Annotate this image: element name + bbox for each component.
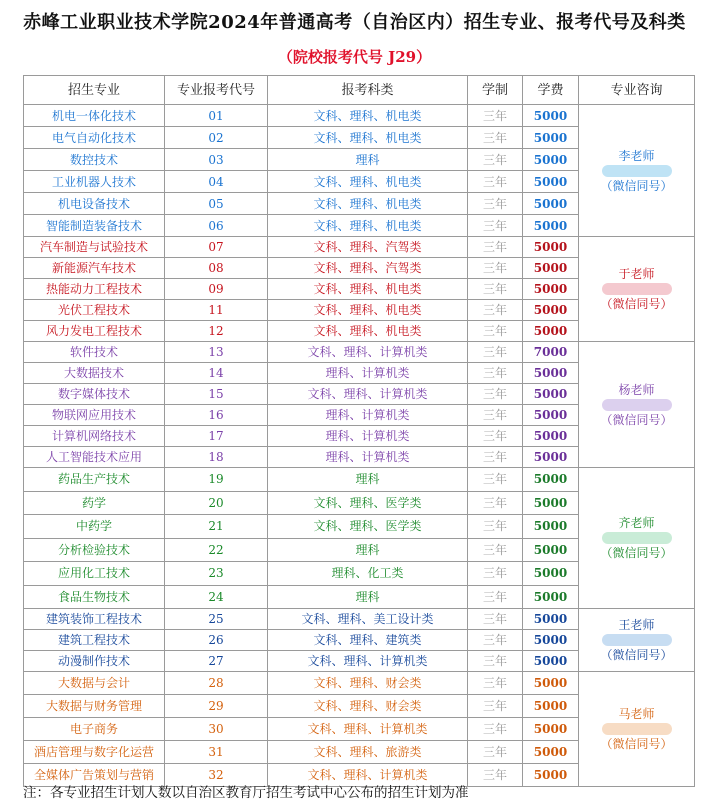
header-fee: 学费	[523, 76, 579, 105]
subjects-cell: 文科、理科、建筑类	[268, 630, 468, 651]
duration-cell: 三年	[468, 695, 523, 718]
fee-cell: 5000	[523, 764, 579, 787]
duration-cell: 三年	[468, 562, 523, 586]
code-cell: 30	[165, 718, 268, 741]
subjects-cell: 理科、计算机类	[268, 426, 468, 447]
wechat-note: （微信同号）	[600, 648, 673, 662]
fee-cell: 5000	[523, 321, 579, 342]
code-cell: 02	[165, 127, 268, 149]
major-cell: 人工智能技术应用	[24, 447, 165, 468]
table-header-row	[24, 76, 695, 105]
major-cell: 数字媒体技术	[24, 384, 165, 405]
code-cell: 20	[165, 491, 268, 515]
duration-cell: 三年	[468, 342, 523, 363]
subjects-cell: 文科、理科、医学类	[268, 491, 468, 515]
duration-cell: 三年	[468, 426, 523, 447]
fee-cell: 5000	[523, 363, 579, 384]
code-cell: 29	[165, 695, 268, 718]
table-row	[24, 237, 695, 258]
code-cell: 17	[165, 426, 268, 447]
subjects-cell: 理科、化工类	[268, 562, 468, 586]
duration-cell: 三年	[468, 149, 523, 171]
code-cell: 22	[165, 538, 268, 562]
major-cell: 应用化工技术	[24, 562, 165, 586]
subjects-cell: 理科	[268, 538, 468, 562]
code-cell: 07	[165, 237, 268, 258]
major-cell: 风力发电工程技术	[24, 321, 165, 342]
wechat-note: （微信同号）	[600, 546, 673, 560]
fee-cell: 5000	[523, 538, 579, 562]
fee-cell: 5000	[523, 630, 579, 651]
teacher-name: 杨老师	[618, 382, 655, 397]
table-row	[24, 609, 695, 630]
subjects-cell: 文科、理科、机电类	[268, 279, 468, 300]
duration-cell: 三年	[468, 515, 523, 539]
major-cell: 光伏工程技术	[24, 300, 165, 321]
fee-cell: 5000	[523, 695, 579, 718]
major-cell: 药学	[24, 491, 165, 515]
table-row	[24, 468, 695, 492]
duration-cell: 三年	[468, 105, 523, 127]
subjects-cell: 理科、计算机类	[268, 447, 468, 468]
redacted-contact	[602, 283, 672, 295]
subjects-cell: 文科、理科、医学类	[268, 515, 468, 539]
fee-cell: 5000	[523, 468, 579, 492]
major-cell: 电子商务	[24, 718, 165, 741]
table-row	[24, 105, 695, 127]
subjects-cell: 文科、理科、计算机类	[268, 384, 468, 405]
subjects-cell: 文科、理科、机电类	[268, 127, 468, 149]
wechat-note: （微信同号）	[600, 737, 673, 751]
subjects-cell: 文科、理科、美工设计类	[268, 609, 468, 630]
consult-teacher-cell	[579, 609, 695, 672]
code-cell: 23	[165, 562, 268, 586]
code-cell: 11	[165, 300, 268, 321]
duration-cell: 三年	[468, 672, 523, 695]
major-cell: 数控技术	[24, 149, 165, 171]
duration-cell: 三年	[468, 237, 523, 258]
wechat-note: （微信同号）	[600, 178, 673, 193]
redacted-contact	[602, 634, 672, 646]
fee-cell: 5000	[523, 426, 579, 447]
duration-cell: 三年	[468, 321, 523, 342]
subjects-cell: 文科、理科、计算机类	[268, 342, 468, 363]
duration-cell: 三年	[468, 630, 523, 651]
fee-cell: 7000	[523, 342, 579, 363]
duration-cell: 三年	[468, 384, 523, 405]
code-cell: 09	[165, 279, 268, 300]
subjects-cell: 文科、理科、机电类	[268, 321, 468, 342]
fee-cell: 5000	[523, 300, 579, 321]
duration-cell: 三年	[468, 538, 523, 562]
fee-cell: 5000	[523, 405, 579, 426]
fee-cell: 5000	[523, 279, 579, 300]
subjects-cell: 理科	[268, 585, 468, 609]
fee-cell: 5000	[523, 384, 579, 405]
page-title: 赤峰工业职业技术学院2024年普通高考（自治区内）招生专业、报考代号及科类	[23, 12, 686, 33]
code-cell: 18	[165, 447, 268, 468]
major-cell: 计算机网络技术	[24, 426, 165, 447]
subjects-cell: 文科、理科、机电类	[268, 300, 468, 321]
major-cell: 建筑装饰工程技术	[24, 609, 165, 630]
subjects-cell: 理科	[268, 468, 468, 492]
duration-cell: 三年	[468, 405, 523, 426]
code-cell: 19	[165, 468, 268, 492]
major-cell: 机电设备技术	[24, 193, 165, 215]
teacher-name: 马老师	[618, 707, 655, 721]
fee-cell: 5000	[523, 515, 579, 539]
major-cell: 建筑工程技术	[24, 630, 165, 651]
footnote: 注：各专业招生计划人数以自治区教育厅招生考试中心公布的招生计划为准	[23, 785, 469, 801]
wechat-note: （微信同号）	[600, 297, 673, 311]
major-cell: 智能制造装备技术	[24, 215, 165, 237]
major-cell: 工业机器人技术	[24, 171, 165, 193]
subjects-cell: 文科、理科、旅游类	[268, 741, 468, 764]
duration-cell: 三年	[468, 279, 523, 300]
header-major: 招生专业	[24, 76, 165, 105]
fee-cell: 5000	[523, 149, 579, 171]
major-cell: 新能源汽车技术	[24, 258, 165, 279]
code-cell: 04	[165, 171, 268, 193]
code-cell: 13	[165, 342, 268, 363]
fee-cell: 5000	[523, 193, 579, 215]
fee-cell: 5000	[523, 491, 579, 515]
teacher-name: 于老师	[618, 267, 655, 281]
major-cell: 大数据技术	[24, 363, 165, 384]
table-row	[24, 342, 695, 363]
consult-teacher-cell	[579, 237, 695, 342]
header-subjects: 报考科类	[268, 76, 468, 105]
duration-cell: 三年	[468, 215, 523, 237]
consult-teacher-cell	[579, 468, 695, 609]
code-cell: 08	[165, 258, 268, 279]
enrollment-table	[23, 75, 695, 787]
redacted-contact	[602, 399, 672, 411]
code-cell: 03	[165, 149, 268, 171]
subjects-cell: 文科、理科、计算机类	[268, 651, 468, 672]
duration-cell: 三年	[468, 609, 523, 630]
code-cell: 32	[165, 764, 268, 787]
header-years: 学制	[468, 76, 523, 105]
duration-cell: 三年	[468, 258, 523, 279]
code-cell: 01	[165, 105, 268, 127]
major-cell: 机电一体化技术	[24, 105, 165, 127]
fee-cell: 5000	[523, 237, 579, 258]
redacted-contact	[602, 723, 672, 735]
duration-cell: 三年	[468, 585, 523, 609]
major-cell: 食品生物技术	[24, 585, 165, 609]
major-cell: 动漫制作技术	[24, 651, 165, 672]
fee-cell: 5000	[523, 171, 579, 193]
code-cell: 21	[165, 515, 268, 539]
school-code-subtitle: （院校报考代号 J29）	[277, 48, 432, 66]
consult-teacher-cell	[579, 105, 695, 237]
code-cell: 14	[165, 363, 268, 384]
code-cell: 12	[165, 321, 268, 342]
duration-cell: 三年	[468, 447, 523, 468]
code-cell: 27	[165, 651, 268, 672]
subjects-cell: 文科、理科、汽驾类	[268, 237, 468, 258]
duration-cell: 三年	[468, 171, 523, 193]
subjects-cell: 文科、理科、财会类	[268, 695, 468, 718]
fee-cell: 5000	[523, 651, 579, 672]
table-body	[24, 105, 695, 787]
major-cell: 中药学	[24, 515, 165, 539]
teacher-name: 齐老师	[618, 516, 655, 530]
fee-cell: 5000	[523, 447, 579, 468]
subjects-cell: 文科、理科、机电类	[268, 105, 468, 127]
major-cell: 热能动力工程技术	[24, 279, 165, 300]
duration-cell: 三年	[468, 718, 523, 741]
header-consult: 专业咨询	[579, 76, 695, 105]
fee-cell: 5000	[523, 258, 579, 279]
duration-cell: 三年	[468, 491, 523, 515]
subjects-cell: 文科、理科、机电类	[268, 193, 468, 215]
major-cell: 药品生产技术	[24, 468, 165, 492]
major-cell: 大数据与财务管理	[24, 695, 165, 718]
code-cell: 31	[165, 741, 268, 764]
duration-cell: 三年	[468, 193, 523, 215]
code-cell: 06	[165, 215, 268, 237]
duration-cell: 三年	[468, 468, 523, 492]
major-cell: 物联网应用技术	[24, 405, 165, 426]
subjects-cell: 文科、理科、计算机类	[268, 764, 468, 787]
major-cell: 分析检验技术	[24, 538, 165, 562]
wechat-note: （微信同号）	[600, 412, 673, 427]
fee-cell: 5000	[523, 127, 579, 149]
fee-cell: 5000	[523, 741, 579, 764]
redacted-contact	[602, 532, 672, 544]
code-cell: 05	[165, 193, 268, 215]
consult-teacher-cell	[579, 672, 695, 787]
subjects-cell: 文科、理科、计算机类	[268, 718, 468, 741]
code-cell: 24	[165, 585, 268, 609]
major-cell: 电气自动化技术	[24, 127, 165, 149]
major-cell: 软件技术	[24, 342, 165, 363]
duration-cell: 三年	[468, 741, 523, 764]
fee-cell: 5000	[523, 609, 579, 630]
duration-cell: 三年	[468, 363, 523, 384]
code-cell: 16	[165, 405, 268, 426]
major-cell: 汽车制造与试验技术	[24, 237, 165, 258]
subjects-cell: 理科	[268, 149, 468, 171]
subjects-cell: 文科、理科、汽驾类	[268, 258, 468, 279]
major-cell: 大数据与会计	[24, 672, 165, 695]
code-cell: 15	[165, 384, 268, 405]
header-code: 专业报考代号	[165, 76, 268, 105]
code-cell: 28	[165, 672, 268, 695]
fee-cell: 5000	[523, 562, 579, 586]
code-cell: 26	[165, 630, 268, 651]
code-cell: 25	[165, 609, 268, 630]
table-row	[24, 672, 695, 695]
duration-cell: 三年	[468, 651, 523, 672]
subjects-cell: 理科、计算机类	[268, 363, 468, 384]
subjects-cell: 文科、理科、财会类	[268, 672, 468, 695]
fee-cell: 5000	[523, 215, 579, 237]
fee-cell: 5000	[523, 105, 579, 127]
teacher-name: 李老师	[618, 148, 655, 163]
duration-cell: 三年	[468, 300, 523, 321]
teacher-name: 王老师	[618, 618, 655, 632]
subjects-cell: 理科、计算机类	[268, 405, 468, 426]
major-cell: 酒店管理与数字化运营	[24, 741, 165, 764]
fee-cell: 5000	[523, 672, 579, 695]
duration-cell: 三年	[468, 764, 523, 787]
duration-cell: 三年	[468, 127, 523, 149]
fee-cell: 5000	[523, 718, 579, 741]
fee-cell: 5000	[523, 585, 579, 609]
consult-teacher-cell	[579, 342, 695, 468]
redacted-contact	[602, 165, 672, 177]
subjects-cell: 文科、理科、机电类	[268, 215, 468, 237]
major-cell: 全媒体广告策划与营销	[24, 764, 165, 787]
subjects-cell: 文科、理科、机电类	[268, 171, 468, 193]
